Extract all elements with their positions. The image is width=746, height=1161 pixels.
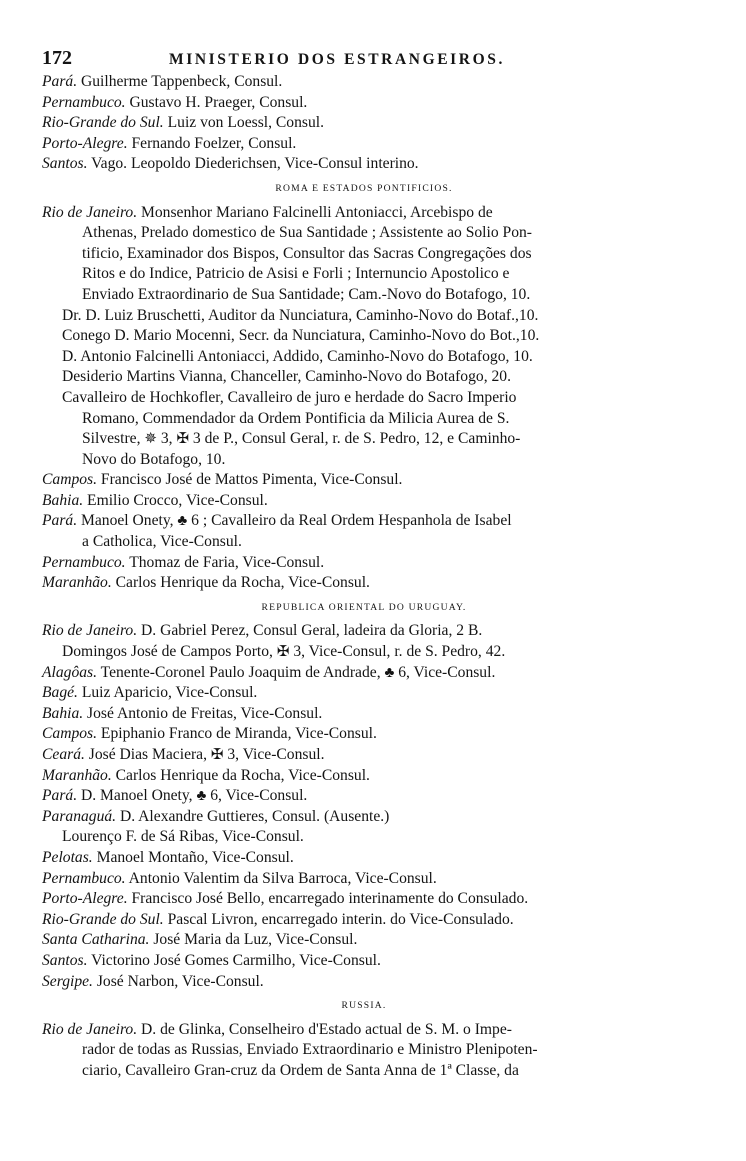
section-heading-uruguay: REPUBLICA ORIENTAL DO URUGUAY. bbox=[261, 601, 467, 613]
list-item: Santos. Vago. Leopoldo Diederichsen, Vice-Consul interino. bbox=[42, 155, 419, 173]
continuation-line: Athenas, Prelado domestico de Sua Santidade ; Assistente ao Solio Pon- bbox=[82, 224, 532, 242]
list-item: Conego D. Mario Mocenni, Secr. da Nunciatura, Caminho-Novo do Bot.,10. bbox=[62, 327, 540, 345]
list-item: Bahia. Emilio Crocco, Vice-Consul. bbox=[42, 491, 268, 509]
list-item: Desiderio Martins Vianna, Chanceller, Caminho-Novo do Botafogo, 20. bbox=[62, 368, 511, 386]
list-item: Ceará. José Dias Maciera, ✠ 3, Vice-Consul. bbox=[42, 746, 325, 763]
list-item: Bagé. Luiz Aparicio, Vice-Consul. bbox=[42, 684, 258, 702]
page-header bbox=[42, 48, 686, 72]
roma-section bbox=[42, 203, 686, 594]
list-item: Domingos José de Campos Porto, ✠ 3, Vice-Consul, r. de S. Pedro, 42. bbox=[62, 643, 506, 661]
order-decoration-icon: ♣ bbox=[196, 788, 207, 805]
list-item: Pará. D. Manoel Onety, ♣ 6, Vice-Consul. bbox=[42, 787, 308, 805]
list-item: Rio-Grande do Sul. Pascal Livron, encarregado interin. do Vice-Consulado. bbox=[42, 910, 514, 928]
list-item: Sergipe. José Narbon, Vice-Consul. bbox=[42, 972, 264, 990]
continuation-line: tificio, Examinador dos Bispos, Consultor das Sacras Congregações dos bbox=[82, 244, 532, 262]
list-item: Porto-Alegre. Francisco José Bello, encarregado interinamente do Consulado. bbox=[42, 890, 529, 908]
list-item: Pernambuco. Antonio Valentim da Silva Barroca, Vice-Consul. bbox=[42, 869, 437, 887]
continuation-line: rador de todas as Russias, Enviado Extraordinario e Ministro Plenipoten- bbox=[82, 1041, 538, 1059]
list-item: Santa Catharina. José Maria da Luz, Vice-Consul. bbox=[42, 931, 358, 949]
list-item: Pará. Guilherme Tappenbeck, Consul. bbox=[42, 73, 283, 90]
list-item: Campos. Francisco José de Mattos Pimenta, Vice-Consul. bbox=[42, 471, 403, 489]
list-item: Rio de Janeiro. Monsenhor Mariano Falcinelli Antoniacci, Arcebispo de bbox=[42, 203, 493, 221]
continuation-line: Silvestre, ✵ 3, ✠ 3 de P., Consul Geral, r. de S. Pedro, 12, e Caminho- bbox=[82, 430, 521, 448]
list-item: Rio-Grande do Sul. Luiz von Loessl, Consul. bbox=[42, 114, 324, 132]
list-item: Alagôas. Tenente-Coronel Paulo Joaquim de Andrade, ♣ 6, Vice-Consul. bbox=[42, 663, 496, 681]
list-item: Lourenço F. de Sá Ribas, Vice-Consul. bbox=[62, 828, 304, 846]
list-item: Porto-Alegre. Fernando Foelzer, Consul. bbox=[42, 134, 297, 152]
list-item: Santos. Victorino José Gomes Carmilho, Vice-Consul. bbox=[42, 951, 381, 969]
list-item: Pernambuco. Gustavo H. Praeger, Consul. bbox=[42, 93, 308, 111]
continuation-line: Ritos e do Indice, Patricio de Asisi e Forli ; Internuncio Apostolico e bbox=[82, 265, 510, 283]
continuation-line: ciario, Cavalleiro Gran-cruz da Ordem de Santa Anna de 1ª Classe, da bbox=[82, 1061, 519, 1079]
continuation-line: Romano, Commendador da Ordem Pontificia da Milicia Aurea de S. bbox=[82, 409, 510, 427]
cross-decoration-icon: ✠ bbox=[276, 644, 290, 661]
running-title: MINISTERIO DOS ESTRANGEIROS. bbox=[169, 51, 505, 68]
prussia-continuation bbox=[42, 72, 686, 175]
cross-decoration-icon: ✠ bbox=[176, 431, 190, 448]
list-item: Paranaguá. D. Alexandre Guttieres, Consul. (Ausente.) bbox=[42, 807, 390, 825]
page-number: 172 bbox=[42, 47, 72, 69]
list-item: Dr. D. Luiz Bruschetti, Auditor da Nunciatura, Caminho-Novo do Botaf.,10. bbox=[62, 306, 539, 324]
list-item: Bahia. José Antonio de Freitas, Vice-Consul. bbox=[42, 704, 323, 722]
list-item: Maranhão. Carlos Henrique da Rocha, Vice-Consul. bbox=[42, 574, 370, 592]
list-item: Campos. Epiphanio Franco de Miranda, Vice-Consul. bbox=[42, 725, 377, 743]
russia-section bbox=[42, 1020, 686, 1082]
continuation-line: Enviado Extraordinario de Sua Santidade; Cam.-Novo do Botafogo, 10. bbox=[82, 285, 531, 303]
order-decoration-icon: ♣ bbox=[177, 513, 188, 530]
section-heading-roma: ROMA E ESTADOS PONTIFICIOS. bbox=[275, 182, 453, 194]
star-decoration-icon: ✵ bbox=[144, 431, 157, 448]
continuation-line: a Catholica, Vice-Consul. bbox=[82, 533, 242, 551]
list-item: Cavalleiro de Hochkofler, Cavalleiro de juro e herdade do Sacro Imperio bbox=[62, 388, 517, 406]
section-heading-russia: RUSSIA. bbox=[341, 1000, 387, 1012]
roma-staff bbox=[42, 306, 686, 471]
list-item: Pelotas. Manoel Montaño, Vice-Consul. bbox=[42, 848, 294, 866]
list-item: Rio de Janeiro. D. Gabriel Perez, Consul Geral, ladeira da Gloria, 2 B. bbox=[42, 622, 483, 640]
list-item: Maranhão. Carlos Henrique da Rocha, Vice-Consul. bbox=[42, 766, 370, 784]
cross-decoration-icon: ✠ bbox=[210, 747, 224, 763]
list-item: Pernambuco. Thomaz de Faria, Vice-Consul. bbox=[42, 553, 325, 571]
list-item: Rio de Janeiro. D. de Glinka, Conselheiro d'Estado actual de S. M. o Impe- bbox=[42, 1020, 512, 1038]
continuation-line: Novo do Botafogo, 10. bbox=[82, 450, 226, 468]
list-item: Pará. Manoel Onety, ♣ 6 ; Cavalleiro da Real Ordem Hespanhola de Isabel bbox=[42, 512, 512, 530]
uruguay-section bbox=[42, 621, 686, 992]
list-item: D. Antonio Falcinelli Antoniacci, Addido, Caminho-Novo do Botafogo, 10. bbox=[62, 347, 533, 365]
order-decoration-icon: ♣ bbox=[384, 664, 395, 681]
